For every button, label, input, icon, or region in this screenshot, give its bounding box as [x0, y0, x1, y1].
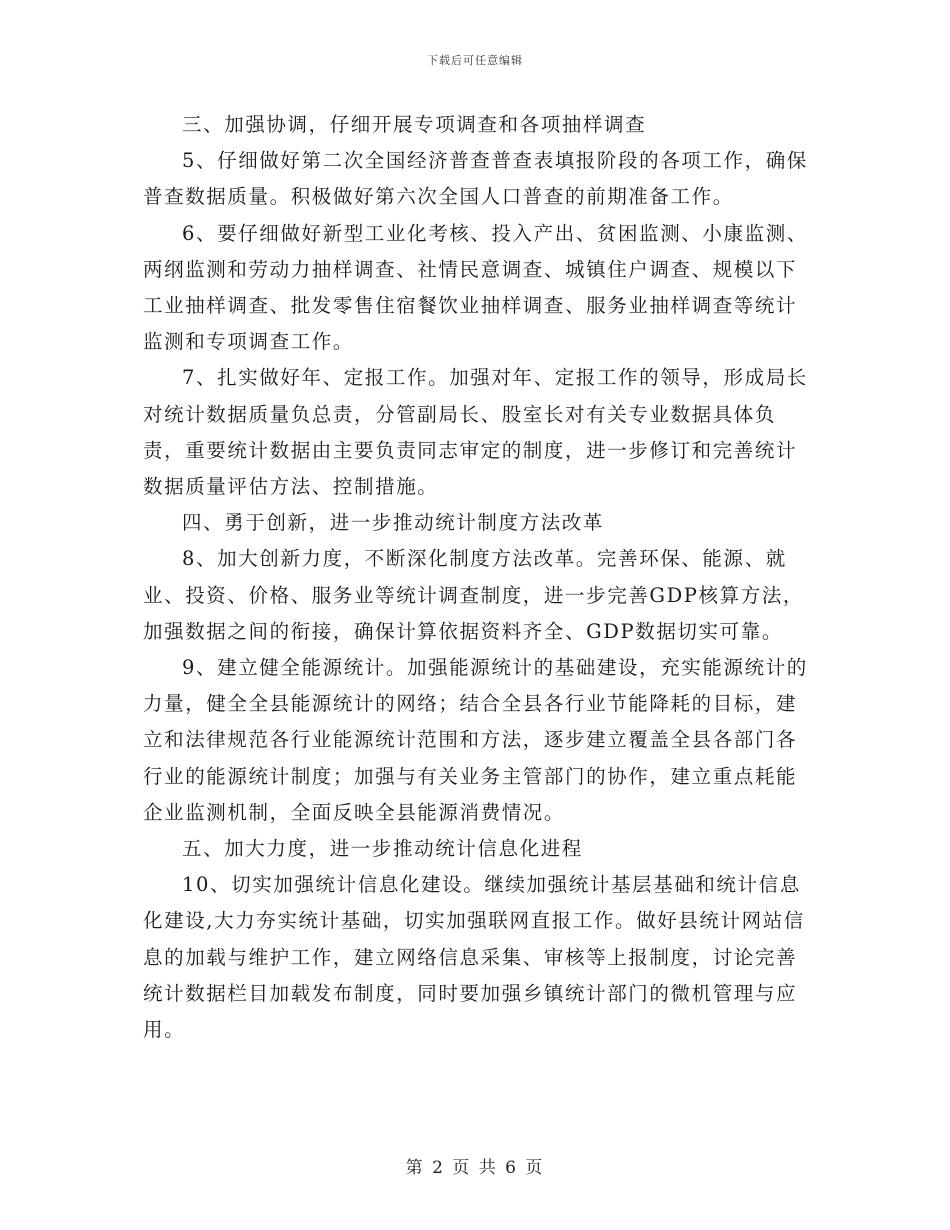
- paragraph-9: 9、建立健全能源统计。加强能源统计的基础建设，充实能源统计的力量，健全全县能源统计的网络；结合全县各行业节能降耗的目标，建立和法律规范各行业能源统计范围和方法，逐步建立覆盖全县各部门各行业的能源统计制度；加强与有关业务主管部门的协作，建立重点耗能企业监测机制，全面反映全县能源消费情况。: [143, 656, 808, 824]
- section-heading-5: 五、加大力度，进一步推动统计信息化进程: [182, 837, 583, 861]
- page-header-note: 下载后可任意编辑: [427, 54, 523, 67]
- paragraph-5: 5、仔细做好第二次全国经济普查普查表填报阶段的各项工作，确保普查数据质量。积极做好第六次全国人口普查的前期准备工作。: [143, 149, 808, 209]
- paragraph-10: 10、切实加强统计信息化建设。继续加强统计基层基础和统计信息化建设,大力夯实统计基础，切实加强联网直报工作。做好县统计网站信息的加载与维护工作，建立网络信息采集、审核等上报制度，讨论完善统计数据栏目加载发布制度，同时要加强乡镇统计部门的微机管理与应用。: [143, 873, 805, 1042]
- section-heading-4: 四、勇于创新，进一步推动统计制度方法改革: [182, 511, 605, 535]
- section-heading-3: 三、加强协调，仔细开展专项调查和各项抽样调查: [182, 113, 647, 136]
- document-body: [143, 107, 811, 1048]
- paragraph-6: 6、要仔细做好新型工业化考核、投入产出、贫困监测、小康监测、两纲监测和劳动力抽样调查、社情民意调查、城镇住户调查、规模以下工业抽样调查、批发零售住宿餐饮业抽样调查、服务业抽样调查等统计监测和专项调查工作。: [143, 221, 808, 354]
- paragraph-7: 7、扎实做好年、定报工作。加强对年、定报工作的领导，形成局长对统计数据质量负总责，分管副局长、股室长对有关专业数据具体负责，重要统计数据由主要负责同志审定的制度，进一步修订和完善统计数据质量评估方法、控制措施。: [143, 366, 808, 499]
- paragraph-8: 8、加大创新力度，不断深化制度方法改革。完善环保、能源、就业、投资、价格、服务业等统计调查制度，进一步完善GDP核算方法，加强数据之间的衔接，确保计算依据资料齐全、GDP数据切实可靠。: [143, 547, 805, 643]
- page-number-footer: 第 2 页 共 6 页: [405, 1158, 545, 1178]
